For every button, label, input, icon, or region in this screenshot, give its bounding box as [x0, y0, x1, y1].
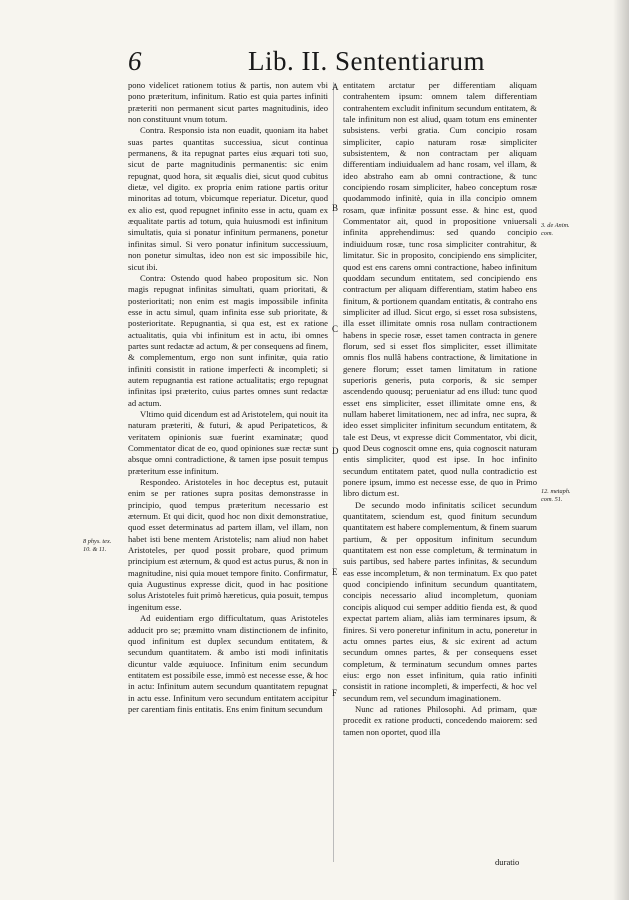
margin-note-right-2: [541, 488, 591, 504]
page-edge-shadow: [613, 0, 629, 900]
section-marker-a: A: [332, 82, 339, 92]
margin-note-line: com.: [541, 229, 554, 237]
paragraph: Contra: Ostendo quod habeo propositum sic. Non magis repugnat infinitas simultati, quam prioritati, & posterioritati; non enim est magis impossibile infinita esse in actu simul, quam infinita esse sub prioritate, & posterioritate. Repugnantia, si qua est, est ex ratione actualitatis, quia vbi infinitum est in actu, ibi omnes partes sunt redactæ ad actum, & per consequens ad finem, & complementum, ergo non sunt infinitæ, quia ratio infiniti consistit in ratione imperfecti & incompleti; si autem repugnantia est ratione actualitatis; ergo repugnat infinitas ipsi præterito, cuius partes omnes sunt redactæ ad actum.: [128, 272, 328, 408]
page-number: 6: [128, 46, 142, 76]
section-marker-b: B: [332, 203, 339, 213]
margin-note-line: com. 51.: [541, 495, 563, 503]
section-marker-c: C: [332, 324, 339, 334]
margin-note-line: 8 phys. tex.: [83, 538, 112, 545]
paragraph: pono videlicet rationem totius & partis, non autem vbi pono præteritum, infinitum. Ratio est quia partes infiniti præteriti non permanent sicut partes magnitudinis, ideo non constituunt vnum totum.: [128, 80, 328, 125]
left-text-column: [128, 80, 328, 715]
paragraph: entitatem arctatur per differentiam aliquam contrahentem ipsum: omnem talem differentiam contrahentem excludit infinitum secundum entitatem, & tale infinitum non est aliud, quam totum ens eminenter subsistens. verbi gratia. Cum concipio rosam simpliciter, capio naturam rosæ simpliciter subsistentem, & non contractam per aliquam differentiam indiuidualem ad hanc rosam, vel illam, & ideo abstraho eam ab omni contractione, & tunc concipiendo rosam simpliciter, habeo conceptum rosæ quodammodo infinitè, quia in illa concipio omnem rosam, quæ infinitæ possunt esse. & hinc est, quod Commentator ait, quod in propositione vniuersali infinita apprehendimus: sed quando concipio indiuiduum rosæ, tunc rosa simpliciter contrahitur, & limitatur. Sic in proposito, concipiendo ens simpliciter, quod est ens carens omni contractione, habeo infinitum quoddam secundum entitatem, sed concipiendo ens contractum per aliquam differentiam, statim habeo ens finitum, & portionem quandam entitatis, & contraho ens simpliciter ad illud. Sicut ergo, si esset rosa subsistens, illa esset illimitate omnis rosa nullam contractionem habens in specie rosæ, esset tamen contracta in genere florum, sed si esset flos simpliciter, esset illimitate omnis flos nullâ habens contractione, & limitatione in genere florum; esset tamen limitatum in ratione superioris generis, puta corporis, & sic semper ascendendo quousq; perueniatur ad ens illud: tunc quod esset ens simpliciter, esset illimitate omne ens, & nullam haberet limitationem, nec ad infra, nec supra, & ideo esset simpliciter infinitum secundum entitatem, & tale est Deus, vt expresse dicit Commentator, vbi dicit, quod Deus cognoscit omne ens, quia cognoscit naturam entis simpliciter, quod est ipse. In hoc infinito secundum entitatem patet, quod nulla contradictio est ponere ipsum, immo est necesse esse, de quo in Primo libro dictum est.: [343, 80, 537, 499]
section-marker-f: F: [332, 688, 338, 698]
running-title: Lib. II. Sententiarum: [248, 46, 485, 76]
margin-note-line: 10. & 11.: [83, 545, 107, 553]
paragraph: Respondeo. Aristoteles in hoc deceptus est, putauit enim se per rationes supra positas demonstrasse in principio, quod tempus præteritum necessario est æternum. Et qui dicit, quod hoc non dixit demonstratiue, quod esset determinatus ad partem illam, vel illam, non habet isti bene mentem Aristotelis; nam aliud non habet Aristoteles, per quod possit probare, quod primum principium est æternum, & quod est actus purus, & non in magnitudine, nisi quia mouet tempore finito. Confirmatur, quia Augustinus expresse dicit, quod in hac positione solus Aristoteles fuit primò hæreticus, quia posuit, tempus ingenitum esse.: [128, 477, 328, 612]
margin-note-line: 3. de Anim.: [541, 222, 570, 229]
page-header: [0, 44, 629, 80]
paragraph: Vltimo quid dicendum est ad Aristotelem, qui nouit ita naturam præteriti, & futuri, & apud Peripateticos, & veritatem opinionis suæ fuerint examinatæ; quod Commentator dicat de eo, quod opiniones suæ rectæ sunt absque omni contradictione, & tamen ipse posuit tempus præteritum esse infinitum.: [128, 408, 328, 476]
paragraph: De secundo modo infinitatis scilicet secundum quantitatem, sciendum est, quod finitum secundum quantitatem est habere complementum, & finem suarum partium, & per oppositum infinitum secundum quantitatem est non esse completum, & terminatum in suis partibus, sed habere partes infinitas, & secundum eas esse incompletum, & non terminatum. Ex quo patet quod concipiendo infinitum secundum quantitatem, concipis necessario aliud incompletum, quoniam concipis aliquod cui semper additio fienda est, & quod expectat partem aliam, aliàs iam terminares ipsum, & finires. Si vero poneretur infinitum in actu, poneretur in actu omnes partes eius, & sic exirent ad actum secundum omnes partes, & per consequens esset completum, & terminatum secundum omnes partes eius: ergo non esset infinitum, quia ratio infiniti consistit in ratione incompleti, & imperfecti, & hoc vel secundum rem, vel secundum imaginationem.: [343, 499, 537, 703]
paragraph: Nunc ad rationes Philosophi. Ad primam, quæ procedit ex ratione producti, concedendo maiorem: sed tamen non oportet, quod illa: [343, 703, 537, 737]
paragraph: Ad euidentiam ergo difficultatum, quas Aristoteles adducit pro se; præmitto vnam distinctionem de infinito, quod infinitum est duplex secundum entitatem, & secundum quantitatem. & ambo isti modi infinitatis dicuntur valde æquiuoce. Infinitum enim secundum entitatem est possibile esse, immò est necesse esse, & hoc in actu: Infinitum autem secundum quantitatem repugnat in actu esse. Infinitum vero secundum entitatem accipitur per carentiam finis entitatis. Ens enim finitum secundum: [128, 613, 328, 714]
section-marker-e: E: [332, 567, 338, 577]
catchword: duratio: [495, 857, 520, 867]
column-divider: [333, 82, 334, 862]
margin-note-line: 12. metaph.: [541, 488, 571, 495]
margin-note-right-1: [541, 222, 591, 238]
margin-note-left: [83, 538, 127, 554]
paragraph: Contra. Responsio ista non euadit, quoniam ita habet suas partes quantitas successiua, sicut continua permanens, & ita repugnat partes eius æquari toti suo, sicut de parte magnitudinis permanentis: sic enim repugnat, quod hora, sit æqualis diei, sicut quod cubitus dietæ, vel digito. ex propria enim ratione partis oritur minoritas ad totum, vbicumque reperiatur. Dicetur, quod ex alio est, quod repugnet infinito esse in actu, quam ex æqualitate partis ad totum, quia huiusmodi est infinitum simultatis, quia si ponatur infinitum permanens, ponetur infinitas simul. Si vero ponatur infinitum successiuum, non ponetur simultas, ideo non est sic impossibile hic, sicut ibi.: [128, 125, 328, 272]
section-marker-d: D: [332, 446, 339, 456]
right-text-column: [343, 80, 537, 738]
